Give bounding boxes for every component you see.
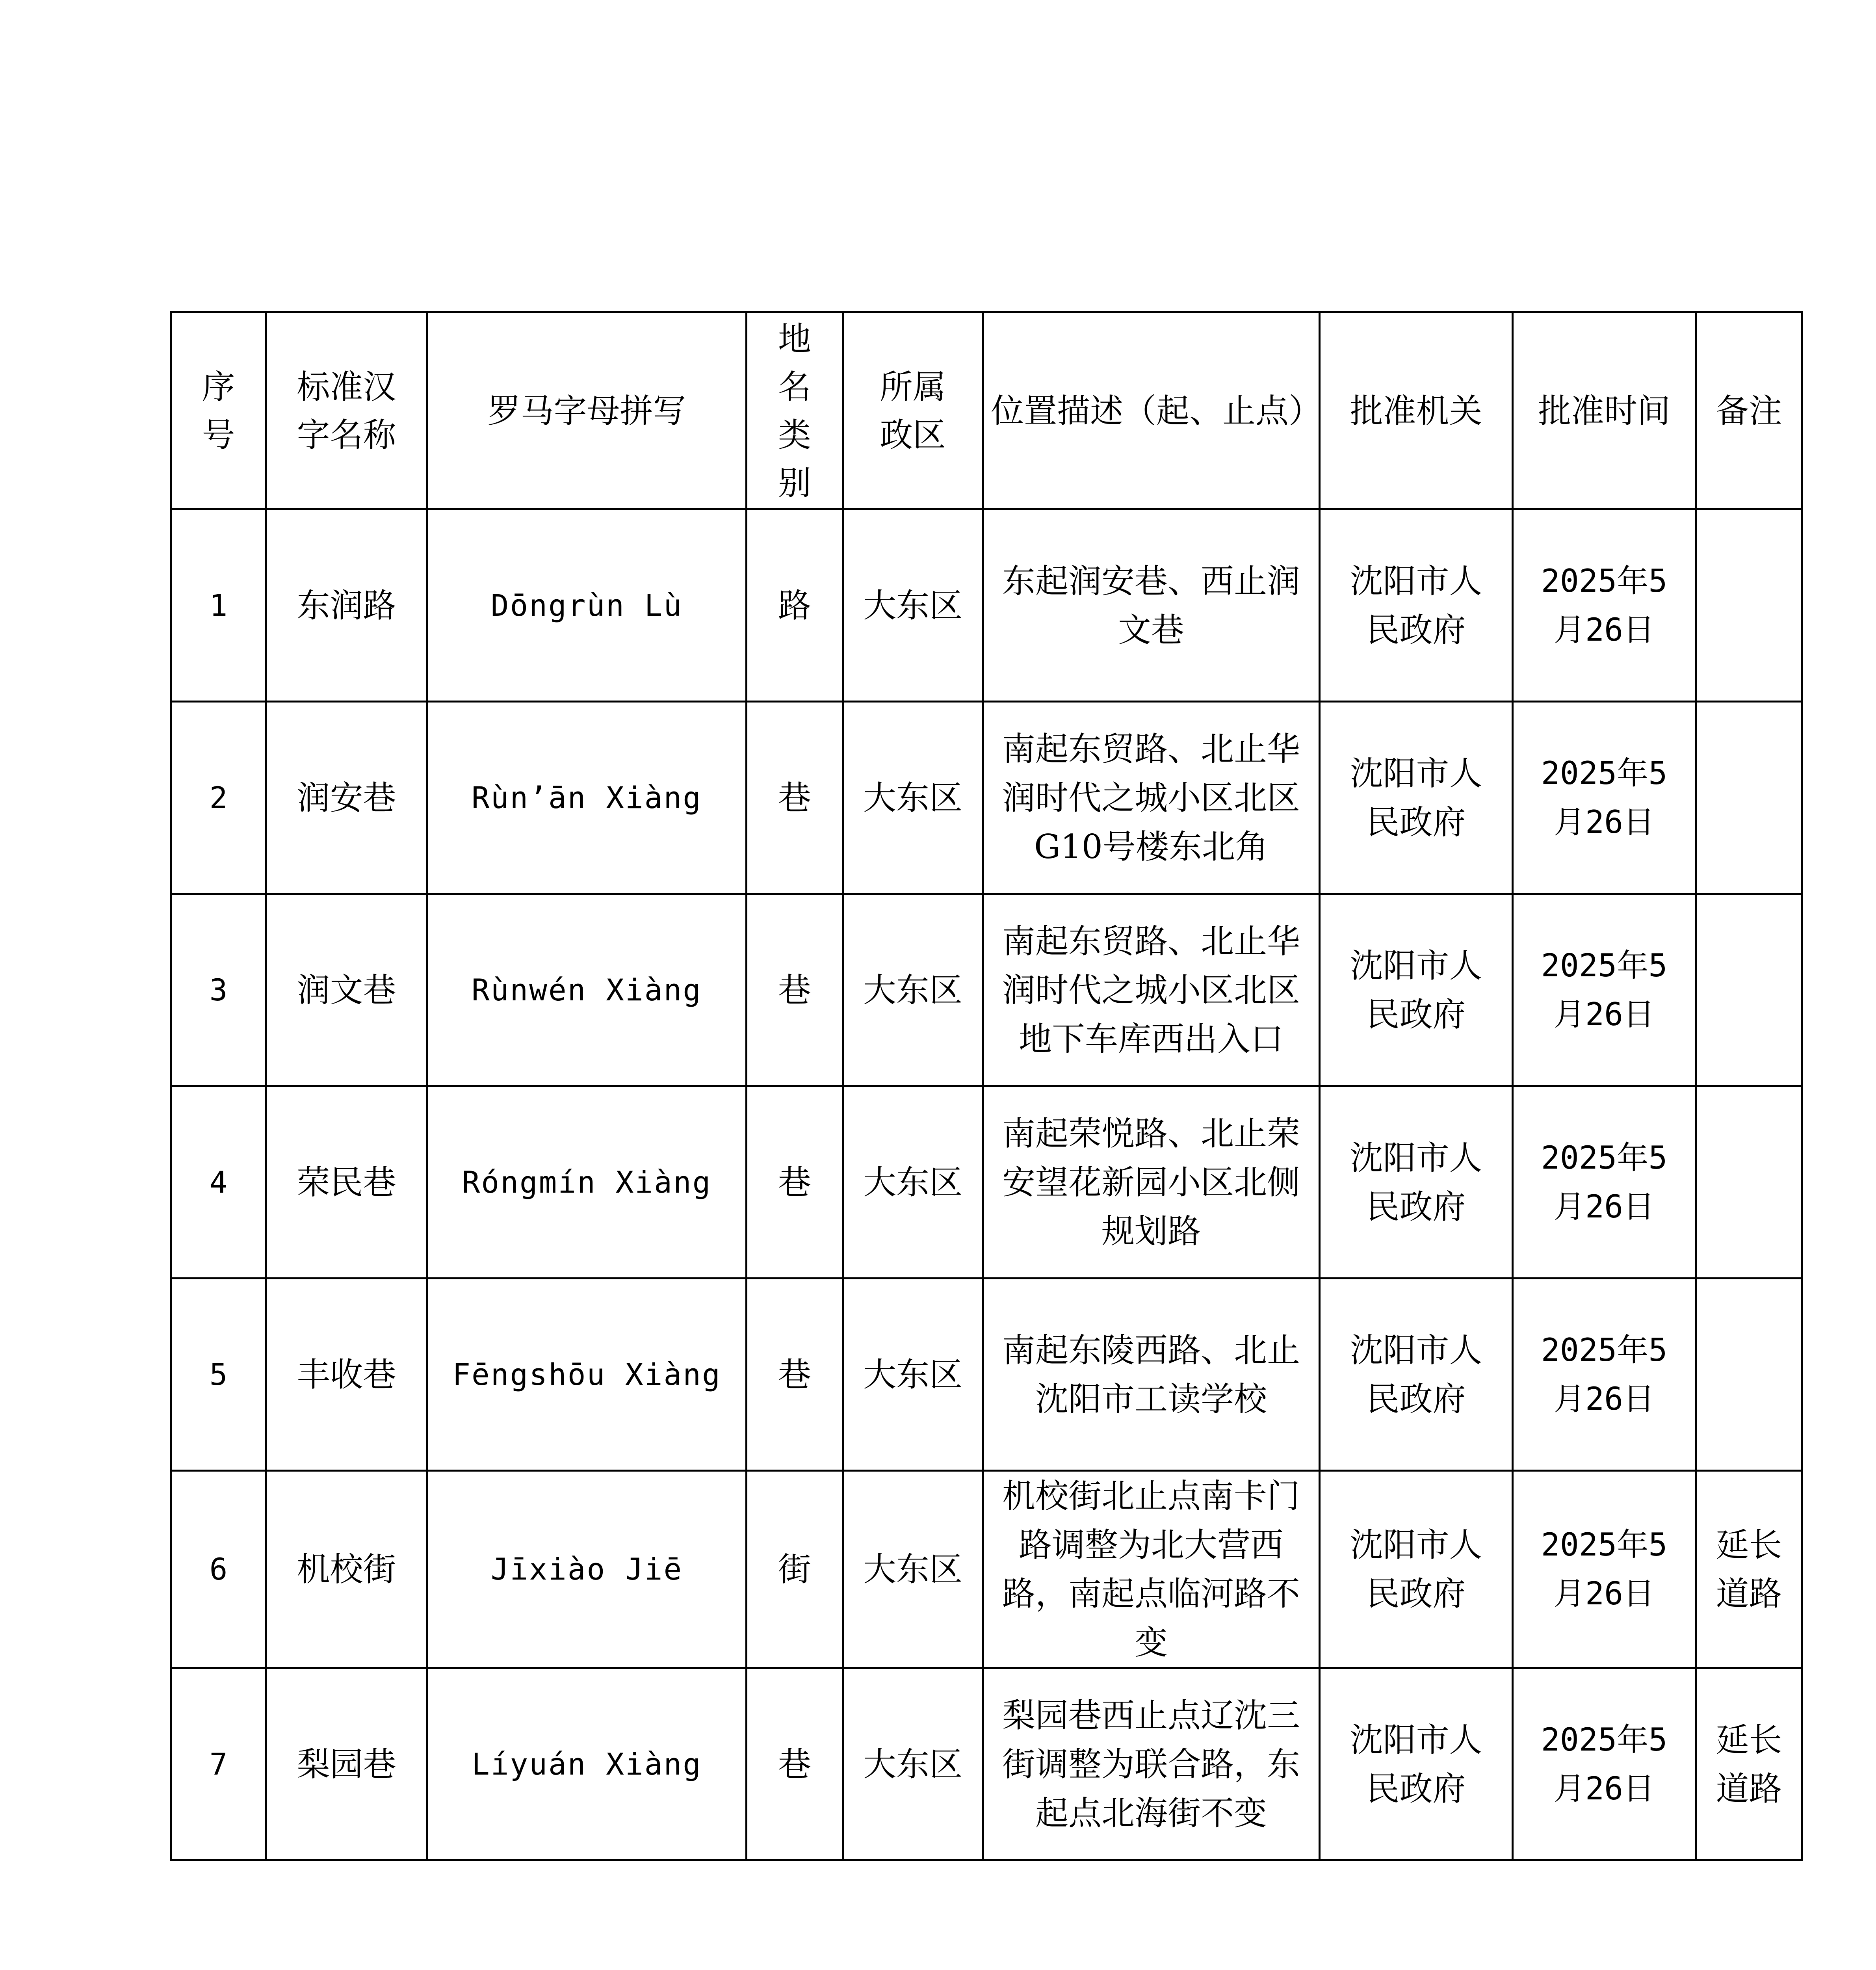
cell-romanization: Fēngshōu Xiàng [427, 1279, 747, 1471]
cell-romanization: Jīxiào Jiē [427, 1471, 747, 1668]
cell-approving-authority: 沈阳市人民政府 [1320, 1668, 1513, 1860]
cell-serial-number: 2 [171, 702, 266, 894]
cell-serial-number: 1 [171, 509, 266, 702]
cell-district: 大东区 [843, 509, 983, 702]
cell-serial-number: 6 [171, 1471, 266, 1668]
header-location-description: 位置描述（起、止点） [983, 312, 1320, 509]
cell-place-type: 巷 [747, 1668, 843, 1860]
cell-standard-name: 丰收巷 [266, 1279, 427, 1471]
cell-location-description: 南起东陵西路、北止沈阳市工读学校 [983, 1279, 1320, 1471]
cell-location-description: 梨园巷西止点辽沈三街调整为联合路，东起点北海街不变 [983, 1668, 1320, 1860]
cell-place-type: 街 [747, 1471, 843, 1668]
cell-serial-number: 4 [171, 1086, 266, 1279]
table-row [171, 702, 1802, 894]
cell-approving-authority: 沈阳市人民政府 [1320, 702, 1513, 894]
cell-remarks: 延长道路 [1696, 1668, 1802, 1860]
cell-district: 大东区 [843, 1668, 983, 1860]
cell-approving-authority: 沈阳市人民政府 [1320, 509, 1513, 702]
cell-approval-date: 2025年5月26日 [1513, 1668, 1696, 1860]
header-remarks: 备注 [1696, 312, 1802, 509]
cell-standard-name: 荣民巷 [266, 1086, 427, 1279]
header-standard-name: 标准汉字名称 [266, 312, 427, 509]
table-row [171, 1668, 1802, 1860]
table-row [171, 1086, 1802, 1279]
cell-approval-date: 2025年5月26日 [1513, 1086, 1696, 1279]
cell-remarks [1696, 894, 1802, 1086]
cell-place-type: 路 [747, 509, 843, 702]
cell-romanization: Dōngrùn Lù [427, 509, 747, 702]
cell-location-description: 南起东贸路、北止华润时代之城小区北区地下车库西出入口 [983, 894, 1320, 1086]
cell-serial-number: 3 [171, 894, 266, 1086]
cell-district: 大东区 [843, 1086, 983, 1279]
table-header-row [171, 312, 1802, 509]
table-row [171, 894, 1802, 1086]
header-district: 所属政区 [843, 312, 983, 509]
header-place-type: 地名类别 [747, 312, 843, 509]
cell-approving-authority: 沈阳市人民政府 [1320, 1471, 1513, 1668]
header-romanization: 罗马字母拼写 [427, 312, 747, 509]
table-row [171, 509, 1802, 702]
place-name-table [170, 311, 1803, 1861]
cell-approval-date: 2025年5月26日 [1513, 702, 1696, 894]
cell-romanization: Rùn’ān Xiàng [427, 702, 747, 894]
cell-romanization: Róngmín Xiàng [427, 1086, 747, 1279]
cell-standard-name: 机校街 [266, 1471, 427, 1668]
cell-place-type: 巷 [747, 702, 843, 894]
cell-approval-date: 2025年5月26日 [1513, 894, 1696, 1086]
cell-approving-authority: 沈阳市人民政府 [1320, 1086, 1513, 1279]
cell-location-description: 机校街北止点南卡门路调整为北大营西路，南起点临河路不变 [983, 1471, 1320, 1668]
cell-serial-number: 5 [171, 1279, 266, 1471]
cell-standard-name: 润安巷 [266, 702, 427, 894]
table-row [171, 1279, 1802, 1471]
cell-approving-authority: 沈阳市人民政府 [1320, 894, 1513, 1086]
cell-district: 大东区 [843, 1471, 983, 1668]
cell-standard-name: 润文巷 [266, 894, 427, 1086]
cell-romanization: Líyuán Xiàng [427, 1668, 747, 1860]
cell-remarks [1696, 1279, 1802, 1471]
cell-serial-number: 7 [171, 1668, 266, 1860]
cell-standard-name: 东润路 [266, 509, 427, 702]
cell-location-description: 南起东贸路、北止华润时代之城小区北区G10号楼东北角 [983, 702, 1320, 894]
cell-location-description: 南起荣悦路、北止荣安望花新园小区北侧规划路 [983, 1086, 1320, 1279]
cell-location-description: 东起润安巷、西止润文巷 [983, 509, 1320, 702]
cell-remarks: 延长道路 [1696, 1471, 1802, 1668]
cell-standard-name: 梨园巷 [266, 1668, 427, 1860]
cell-place-type: 巷 [747, 1086, 843, 1279]
header-serial-number: 序号 [171, 312, 266, 509]
cell-approval-date: 2025年5月26日 [1513, 509, 1696, 702]
cell-romanization: Rùnwén Xiàng [427, 894, 747, 1086]
cell-district: 大东区 [843, 1279, 983, 1471]
header-approving-authority: 批准机关 [1320, 312, 1513, 509]
cell-approving-authority: 沈阳市人民政府 [1320, 1279, 1513, 1471]
cell-remarks [1696, 702, 1802, 894]
cell-place-type: 巷 [747, 1279, 843, 1471]
header-approval-date: 批准时间 [1513, 312, 1696, 509]
cell-remarks [1696, 1086, 1802, 1279]
cell-district: 大东区 [843, 702, 983, 894]
cell-approval-date: 2025年5月26日 [1513, 1471, 1696, 1668]
cell-district: 大东区 [843, 894, 983, 1086]
table-row [171, 1471, 1802, 1668]
cell-remarks [1696, 509, 1802, 702]
cell-place-type: 巷 [747, 894, 843, 1086]
cell-approval-date: 2025年5月26日 [1513, 1279, 1696, 1471]
